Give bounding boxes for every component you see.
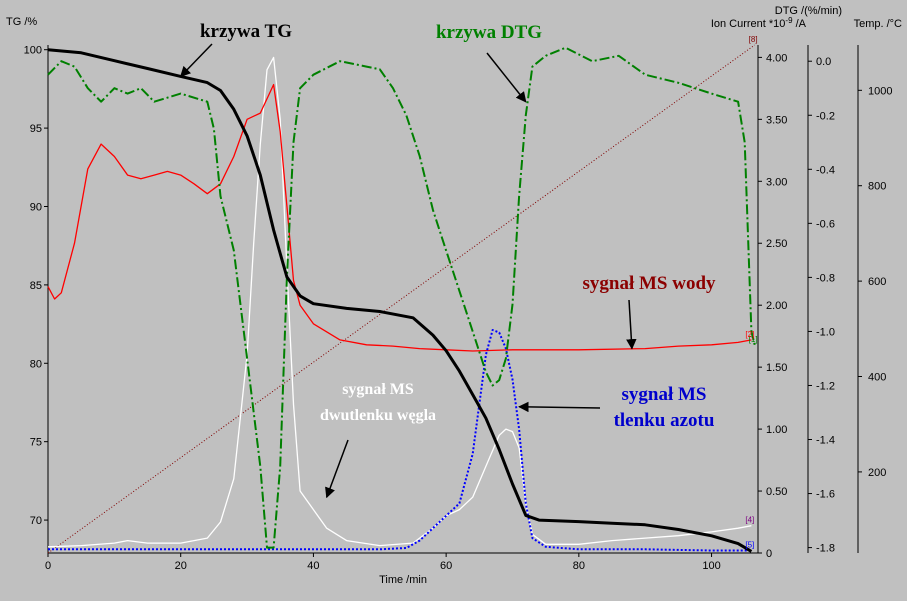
ms-tick-label: 4.00 xyxy=(766,52,788,65)
dtg-tick-label: -1.2 xyxy=(816,380,835,393)
tg-tick-label: 75 xyxy=(29,436,42,449)
ms-tick-label: 1.00 xyxy=(766,424,788,437)
dtg-tick-label: -1.4 xyxy=(816,434,835,447)
temp-tick-label: 600 xyxy=(868,276,887,289)
ion-current-axis-title: Ion Current $*10^{-9}$ /A xyxy=(710,16,806,30)
dtg-axis-title: DTG /(%/min) xyxy=(774,5,842,17)
temp-tick-label: 200 xyxy=(868,466,887,479)
x-tick-label: 100 xyxy=(702,560,721,572)
tg-tick-label: 90 xyxy=(29,201,42,214)
end-label-temp: [8] xyxy=(748,35,758,44)
temp-tick-label: 400 xyxy=(868,371,887,384)
dtg-tick-label: -1.8 xyxy=(816,542,835,555)
temp-axis-title: Temp. /°C xyxy=(853,18,902,30)
dtg-tick-label: -0.4 xyxy=(816,164,835,177)
dtg-tick-label: -1.6 xyxy=(816,488,835,501)
tg-tick-label: 100 xyxy=(23,44,42,57)
annotation-co2-text: dwutlenku węgla xyxy=(319,407,437,424)
tg-tick-label: 80 xyxy=(29,358,42,371)
tg-tick-label: 95 xyxy=(29,123,42,136)
ms-tick-label: 2.00 xyxy=(766,300,788,313)
annotation-tg-text: krzywa TG xyxy=(199,21,293,42)
end-label-water: [2] xyxy=(745,329,755,339)
x-tick-label: 60 xyxy=(440,560,453,572)
dtg-tick-label: -1.0 xyxy=(816,326,835,339)
ms-tick-label: 0 xyxy=(766,548,773,560)
tg-axis-title: TG /% xyxy=(6,16,38,28)
ms-tick-label: 0.50 xyxy=(766,486,788,499)
annotation-dtg-text: krzywa DTG xyxy=(435,22,543,43)
ms-tick-label: 1.50 xyxy=(766,362,788,375)
ms-tick-label: 2.50 xyxy=(766,238,788,251)
dtg-tick-label: -0.2 xyxy=(816,110,835,123)
x-tick-label: 0 xyxy=(44,560,52,572)
end-label-no: [5] xyxy=(745,540,755,550)
temp-tick-label: 800 xyxy=(868,180,887,193)
annotation-no-text: tlenku azotu xyxy=(613,410,715,431)
temp-tick-label: 1000 xyxy=(868,85,893,98)
annotation-water-text: sygnał MS wody xyxy=(582,273,716,294)
end-label-dtg: [1] xyxy=(748,334,758,344)
tg-tick-label: 85 xyxy=(29,279,42,292)
tg-tick-label: 70 xyxy=(29,515,42,528)
x-tick-label: 80 xyxy=(572,560,585,572)
dtg-tick-label: -0.8 xyxy=(816,272,835,285)
ms-tick-label: 3.00 xyxy=(766,176,788,189)
ms-tick-label: 3.50 xyxy=(766,114,788,127)
x-axis-title: Time /min xyxy=(379,574,427,586)
annotation-no-text: sygnał MS xyxy=(621,384,707,405)
dtg-tick-label: -0.6 xyxy=(816,218,835,231)
dtg-tick-label: 0.0 xyxy=(816,56,832,69)
x-tick-label: 20 xyxy=(174,560,187,572)
x-tick-label: 40 xyxy=(307,560,320,572)
annotation-co2-text: sygnał MS xyxy=(342,381,414,398)
end-label-co2: [4] xyxy=(745,515,755,525)
